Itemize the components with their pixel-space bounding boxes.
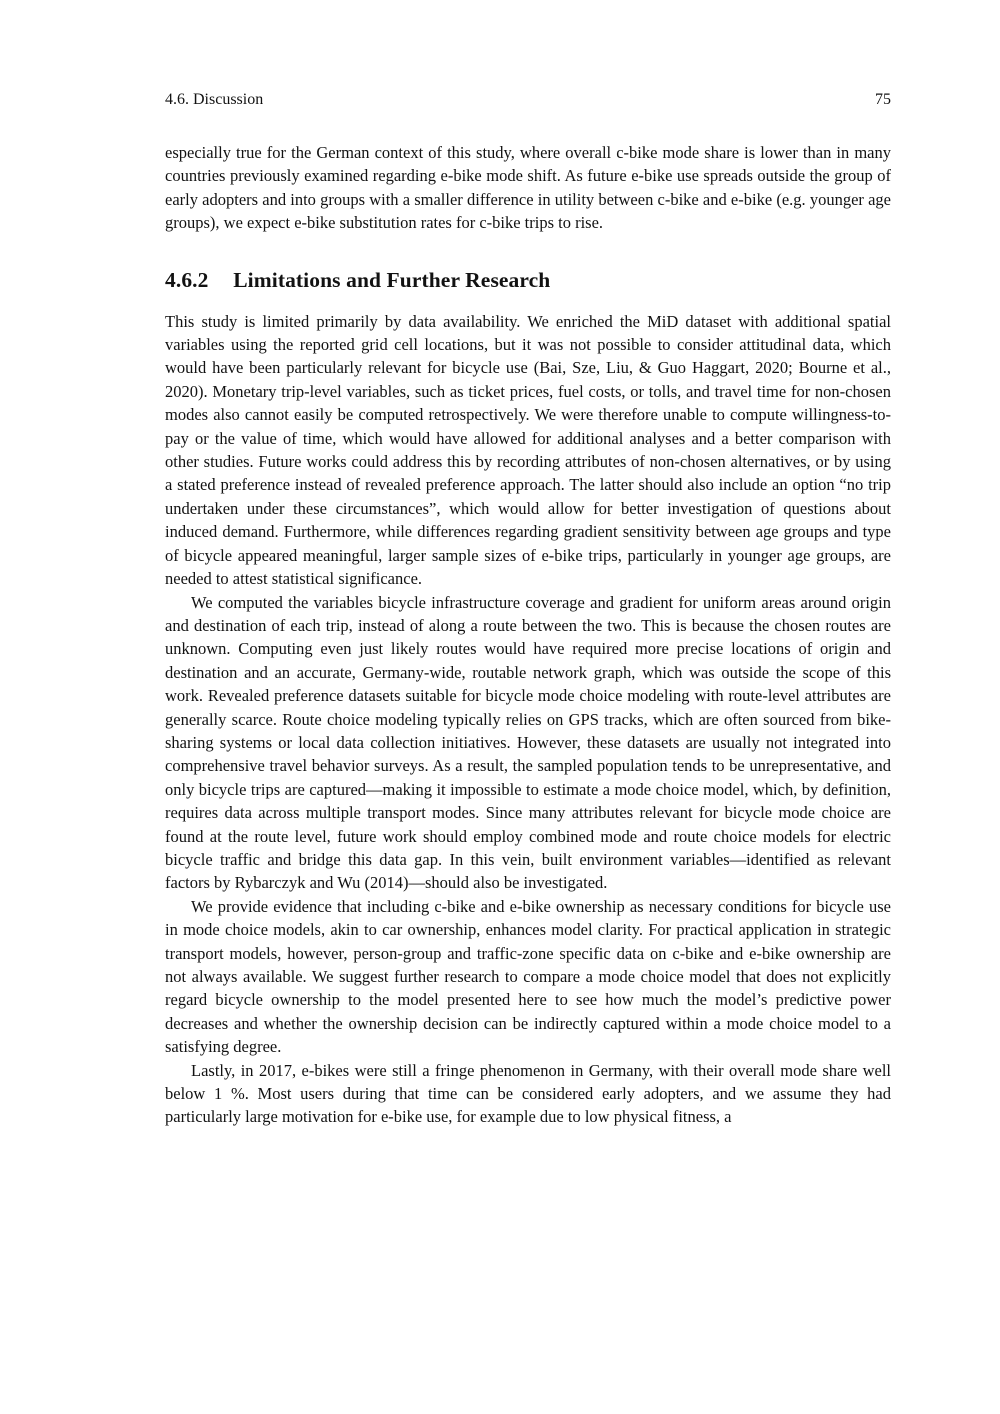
header-section-label: 4.6. Discussion [165, 91, 264, 108]
intro-paragraph: especially true for the German context of this study, where overall c-bike mode share is lower than in many countries previously examined regarding e-bike mode shift. As future e-bike use spreads outside the group of early adopters and into groups with a smaller difference in utility between c-bike and e-bike (e.g. younger age groups), we expect e-bike substitution rates for c-bike trips to rise. [165, 143, 891, 233]
paragraph-infrastructure-variables: We computed the variables bicycle infrastructure coverage and gradient for uniform areas around origin and destination of each trip, instead of along a route between the two. This is because the chosen routes are unknown. Computing even just likely routes would have required more precise locations of origin and destination and an accurate, Germany-wide, routable network graph, which was outside the scope of this work. Revealed preference datasets suitable for bicycle mode choice modeling with route-level attributes are generally scarce. Route choice modeling typically relies on GPS tracks, which are often sourced from bike-sharing systems or local data collection initiatives. However, these datasets are usually not integrated into comprehensive travel behavior surveys. As a result, the sampled population tends to be unrepresentative, and only bicycle trips are captured—making it impossible to estimate a mode choice model, which, by definition, requires data across multiple transport modes. Since many attributes relevant for bicycle mode choice are found at the route level, future work should employ combined mode and route choice models for electric bicycle traffic and bridge this data gap. In this vein, built environment variables—identified as relevant factors by Rybarczyk and Wu (2014)—should also be investigated. [165, 592, 891, 893]
section-number: 4.6.2 [165, 267, 209, 292]
paragraph-ownership-conditions: We provide evidence that including c-bike and e-bike ownership as necessary conditions for bicycle use in mode choice models, akin to car ownership, enhances model clarity. For practical application in strategic transport models, however, person-group and traffic-zone specific data on c-bike and e-bike ownership are not always available. We suggest further research to compare a mode choice model that does not explicitly regard bicycle ownership to the model presented here to see how much the model’s predictive power decreases and whether the ownership decision can be indirectly captured within a mode choice model to a satisfying degree. [165, 896, 891, 1057]
paragraph-data-availability: This study is limited primarily by data availability. We enriched the MiD dataset with additional spatial variables using the reported grid cell locations, but it was not possible to consider attitudinal data, which would have been particularly relevant for bicycle use (Bai, Sze, Liu, & Guo Haggart, 2020; Bourne et al., 2020). Monetary trip-level variables, such as ticket prices, fuel costs, or tolls, and travel time for non-chosen modes also cannot easily be computed retrospectively. We were therefore unable to compute willingness-to-pay or the value of time, which would have allowed for additional analyses and a better comparison with other studies. Future works could address this by recording attributes of non-chosen alternatives, or by using a stated preference instead of revealed preference approach. The latter should also include an option “no trip undertaken under these circumstances”, which would allow for better investigation of questions about induced demand. Furthermore, while differences regarding gradient sensitivity between age groups and type of bicycle appeared meaningful, larger sample sizes of e-bike trips, particularly in younger age groups, are needed to attest statistical significance. [165, 311, 891, 589]
running-header [165, 91, 891, 109]
page-content [165, 91, 891, 1129]
header-page-number: 75 [875, 91, 891, 108]
section-heading [165, 268, 891, 293]
paragraph-fringe-phenomenon: Lastly, in 2017, e-bikes were still a fringe phenomenon in Germany, with their overall mode share well below 1 %. Most users during that time can be considered early adopters, and we assume they had particularly large motivation for e-bike use, for example due to low physical fitness, a [165, 1060, 891, 1127]
section-title: Limitations and Further Research [233, 267, 551, 292]
body-text [165, 141, 891, 1129]
